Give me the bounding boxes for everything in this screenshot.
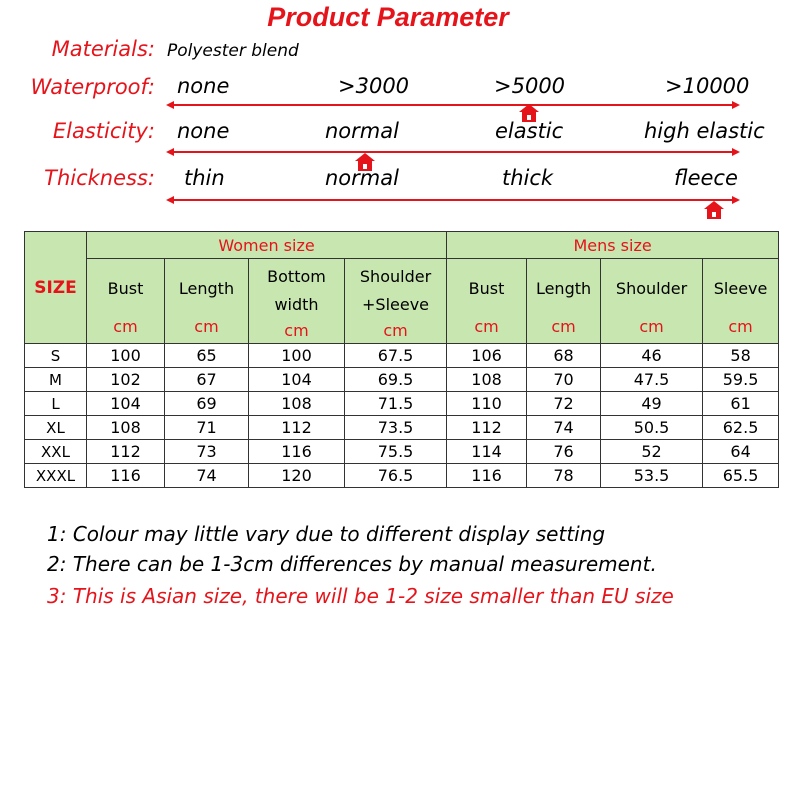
table-row [25,464,779,488]
column-name: Sleeve [713,279,768,298]
measurement-cell: 69.5 [345,368,447,392]
waterproof-scale-line [172,104,734,106]
column-name: Bust [107,279,144,298]
measurement-cell: 74 [165,464,249,488]
selected-marker-icon [703,200,725,220]
size-cell: M [25,368,87,392]
measurement-cell: 64 [703,440,779,464]
measurement-cell: 112 [249,416,345,440]
note-line: 3: This is Asian size, there will be 1-2 size smaller than EU size [47,584,674,608]
thickness-option: thick [502,166,554,190]
measurement-cell: 104 [87,392,165,416]
arrow-left-icon [166,101,174,109]
measurement-cell: 67 [165,368,249,392]
arrow-left-icon [166,148,174,156]
elasticity-label: Elasticity: [52,119,155,143]
size-cell: L [25,392,87,416]
measurement-cell: 100 [87,344,165,368]
column-header [447,259,527,344]
column-name: Shoulder [359,267,432,286]
column-header [249,259,345,344]
measurement-cell: 120 [249,464,345,488]
column-header [601,259,703,344]
size-cell: XXL [25,440,87,464]
measurement-cell: 116 [447,464,527,488]
men-size-header: Mens size [447,232,779,259]
table-row [25,344,779,368]
measurement-cell: 49 [601,392,703,416]
measurement-cell: 112 [447,416,527,440]
waterproof-label: Waterproof: [30,75,155,99]
measurement-cell: 58 [703,344,779,368]
measurement-cell: 65.5 [703,464,779,488]
column-name: Bottom [267,267,326,286]
column-name: width [274,295,319,314]
arrow-right-icon [732,196,740,204]
measurement-cell: 116 [249,440,345,464]
column-header [165,259,249,344]
measurement-cell: 52 [601,440,703,464]
column-unit: cm [551,317,576,336]
thickness-scale-line [172,199,734,201]
measurement-cell: 106 [447,344,527,368]
table-row [25,368,779,392]
measurement-cell: 70 [527,368,601,392]
measurement-cell: 72 [527,392,601,416]
measurement-cell: 76.5 [345,464,447,488]
column-name: Bust [468,279,505,298]
column-unit: cm [728,317,753,336]
measurement-cell: 65 [165,344,249,368]
column-header [345,259,447,344]
measurement-cell: 104 [249,368,345,392]
column-name: +Sleeve [362,295,430,314]
column-name: Shoulder [615,279,688,298]
waterproof-option: >3000 [338,74,410,98]
measurement-cell: 71.5 [345,392,447,416]
measurement-cell: 75.5 [345,440,447,464]
measurement-cell: 76 [527,440,601,464]
elasticity-option: elastic [495,119,564,143]
size-table [24,231,779,488]
arrow-right-icon [732,101,740,109]
column-header [87,259,165,344]
measurement-cell: 46 [601,344,703,368]
measurement-cell: 116 [87,464,165,488]
measurement-cell: 108 [249,392,345,416]
materials-value: Polyester blend [167,41,299,61]
column-name: Length [535,279,592,298]
elasticity-option: none [177,119,230,143]
measurement-cell: 47.5 [601,368,703,392]
measurement-cell: 108 [447,368,527,392]
thickness-option: fleece [674,166,738,190]
measurement-cell: 74 [527,416,601,440]
column-header [527,259,601,344]
measurement-cell: 112 [87,440,165,464]
note-line: 2: There can be 1-3cm differences by manual measurement. [47,552,657,576]
elasticity-scale-line [172,151,734,153]
measurement-cell: 100 [249,344,345,368]
column-unit: cm [113,317,138,336]
elasticity-option: normal [325,119,399,143]
measurement-cell: 110 [447,392,527,416]
measurement-cell: 78 [527,464,601,488]
table-row [25,440,779,464]
materials-label: Materials: [51,37,155,61]
thickness-option: thin [184,166,225,190]
women-size-header: Women size [87,232,447,259]
size-column-header: SIZE [25,232,87,344]
size-cell: XXXL [25,464,87,488]
page-title: Product Parameter [267,2,509,32]
measurement-cell: 114 [447,440,527,464]
table-row [25,392,779,416]
column-name: Length [178,279,235,298]
column-unit: cm [474,317,499,336]
thickness-label: Thickness: [44,166,155,190]
note-line: 1: Colour may little vary due to different display setting [47,522,606,546]
measurement-cell: 67.5 [345,344,447,368]
size-cell: XL [25,416,87,440]
waterproof-option: none [177,74,230,98]
waterproof-option: >10000 [665,74,750,98]
measurement-cell: 68 [527,344,601,368]
measurement-cell: 71 [165,416,249,440]
measurement-cell: 50.5 [601,416,703,440]
measurement-cell: 108 [87,416,165,440]
measurement-cell: 53.5 [601,464,703,488]
column-unit: cm [639,317,664,336]
elasticity-option: high elastic [644,119,765,143]
measurement-cell: 59.5 [703,368,779,392]
measurement-cell: 61 [703,392,779,416]
measurement-cell: 69 [165,392,249,416]
arrow-right-icon [732,148,740,156]
measurement-cell: 73 [165,440,249,464]
column-unit: cm [284,321,309,340]
measurement-cell: 102 [87,368,165,392]
size-cell: S [25,344,87,368]
measurement-cell: 73.5 [345,416,447,440]
table-row [25,416,779,440]
measurement-cell: 62.5 [703,416,779,440]
column-header [703,259,779,344]
arrow-left-icon [166,196,174,204]
waterproof-option: >5000 [494,74,566,98]
thickness-option: normal [325,166,399,190]
column-unit: cm [194,317,219,336]
column-unit: cm [383,321,408,340]
